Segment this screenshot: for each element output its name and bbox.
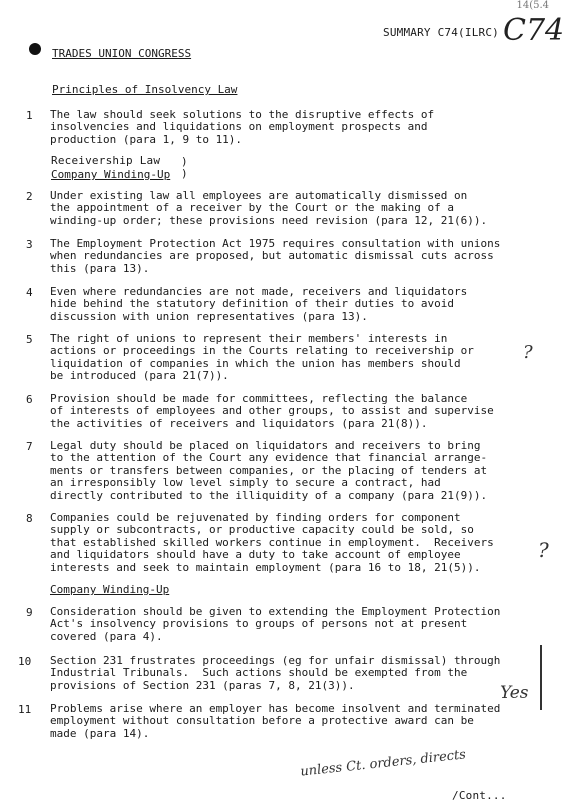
item-text: Under existing law all employees are automatically dismissed on the appointment of a receiver by the Court or the making of a winding-up order; these provisions need revision (para 12, 21(6)). [50,189,488,227]
item-number: 10 [18,655,32,668]
item-number: 3 [26,238,33,251]
item-text: Even where redundancies are not made, receivers and liquidators hide behind the statutory definition of their duties to avoid discussion with union representatives (para 13). [50,285,468,323]
item-number: 1 [26,109,33,122]
item-text: Consideration should be given to extending the Employment Protection Act's insolvency provisions to groups of persons not at present covered (para 4). [50,605,501,643]
item-text: Section 231 frustrates proceedings (eg for unfair dismissal) through Industrial Tribunals. Such actions should be exempted from the provisions of Section 231 (paras 7, 8, 21(3)). [50,654,501,692]
item-number: 4 [26,286,33,299]
summary-reference: SUMMARY C74(ILRC) [383,26,499,39]
item-text: The Employment Protection Act 1975 requires consultation with unions when redundancies are proposed, but automatic dismissal cuts across this (para 13). [50,237,501,275]
item-text: The law should seek solutions to the disruptive effects of insolvencies and liquidations on employment prospects and production (para 1, 9 to 11). [50,108,435,146]
margin-question-mark: ? [523,342,533,363]
margin-vertical-line [540,645,542,710]
item-number: 2 [26,190,33,203]
document-title: Principles of Insolvency Law [52,83,238,96]
margin-yes-note: Yes [500,683,529,703]
item-number: 9 [26,606,33,619]
section-company-winding-up: Company Winding-Up [50,583,170,596]
top-stamp: 14(5.4 [516,0,549,11]
item-number: 6 [26,393,33,406]
bullet-dot [29,43,41,55]
bottom-handwritten-note: unless Ct. orders, directs [299,747,467,780]
margin-question-mark: ? [538,538,549,562]
section-company-winding-up: Company Winding-Up [51,168,171,181]
item-number: 7 [26,440,33,453]
continuation-marker: /Cont... [452,789,507,802]
section-receivership: Receivership Law [51,154,161,167]
brace-mark: ) [181,155,188,168]
item-text: Problems arise where an employer has become insolvent and terminated employment without consultation before a protective award can be made (para 14). [50,702,501,740]
item-number: 11 [18,703,32,716]
item-text: Companies could be rejuvenated by finding orders for component supply or subcontracts, or productive capacity could be sold, so that established skilled workers continue in employment. Receivers and liquidators should have a duty to take account of employee interests and seek to maintain employment (para 16 to 18, 21(5)). [50,511,494,574]
item-text: Legal duty should be placed on liquidators and receivers to bring to the attention of the Court any evidence that financial arrange- ments or transfers between companies, or the placing of tenders at an irresponsibly low level simply to secure a contract, had directly contributed to the illiquidity of a company (para 21(9)). [50,439,488,502]
handwritten-reference: C74 [503,13,564,48]
item-text: The right of unions to represent their members' interests in actions or proceedings in the Courts relating to receivership or liquidation of companies in which the union has members should be introduced (para 21(7)). [50,332,474,383]
item-number: 8 [26,512,33,525]
brace-mark: ) [181,167,188,180]
item-number: 5 [26,333,33,346]
organization-name: TRADES UNION CONGRESS [52,47,192,60]
item-text: Provision should be made for committees, reflecting the balance of interests of employees and other groups, to assist and supervise the activities of receivers and liquidators (para 21(8)). [50,392,494,430]
